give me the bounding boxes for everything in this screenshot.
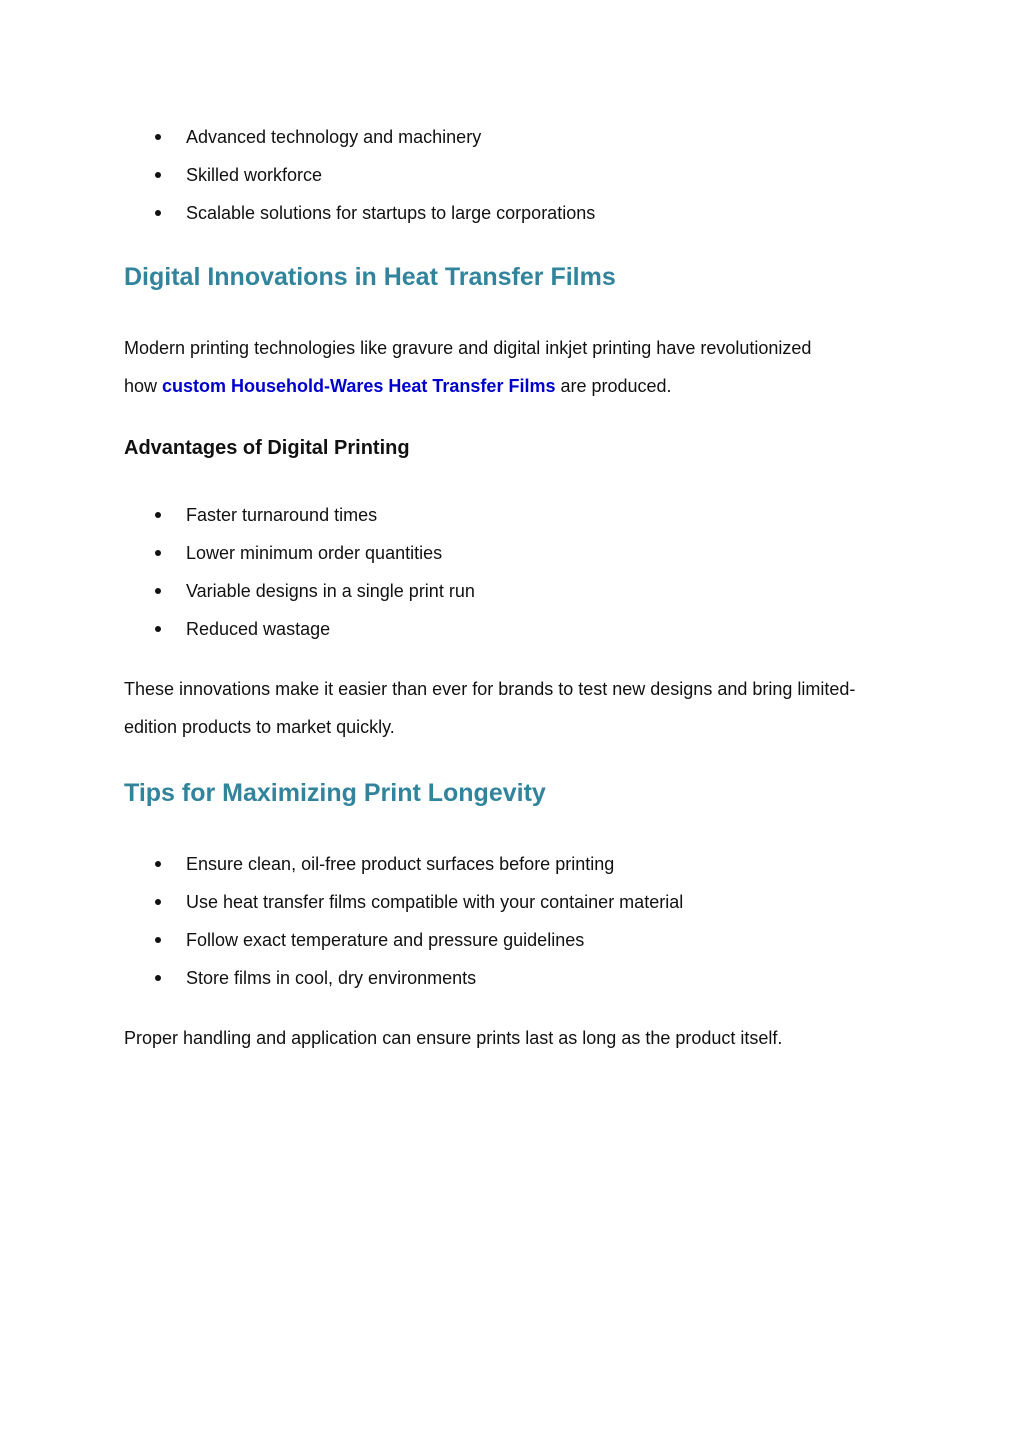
advantages-bullet-list: [124, 496, 904, 648]
list-item: [124, 921, 904, 959]
list-item-text: Use heat transfer films compatible with your container material: [186, 892, 684, 912]
list-item-text: Variable designs in a single print run: [186, 581, 475, 601]
paragraph-text: how: [124, 375, 163, 396]
list-item-text: Ensure clean, oil-free product surfaces before printing: [186, 854, 615, 874]
list-item: [124, 610, 904, 648]
list-item-text: Skilled workforce: [186, 165, 323, 185]
bullet-icon: [155, 899, 161, 905]
paragraph-text: are produced.: [555, 375, 672, 396]
list-item-text: Lower minimum order quantities: [186, 543, 443, 563]
paragraph-text: Modern printing technologies like gravure and digital inkjet printing have revolutionized: [124, 338, 812, 358]
list-item: [124, 118, 904, 156]
bullet-icon: [155, 588, 161, 594]
list-item-text: Advanced technology and machinery: [186, 127, 482, 147]
list-item-text: Store films in cool, dry environments: [186, 968, 477, 988]
list-item: [124, 883, 904, 921]
subheading-advantages: Advantages of Digital Printing: [124, 437, 410, 459]
bullet-icon: [155, 172, 161, 178]
section-heading-digital-innovations: Digital Innovations in Heat Transfer Films: [124, 263, 616, 291]
household-wares-films-link[interactable]: custom Household-Wares Heat Transfer Films: [162, 375, 556, 396]
list-item: [124, 194, 904, 232]
section2-closing-paragraph: [124, 1020, 904, 1058]
tips-bullet-list: [124, 845, 904, 997]
intro-bullet-list: [124, 118, 904, 232]
list-item: [124, 959, 904, 997]
bullet-icon: [155, 550, 161, 556]
paragraph-text: Proper handling and application can ensure prints last as long as the product itself.: [124, 1028, 783, 1048]
bullet-icon: [155, 134, 161, 140]
list-item-text: Faster turnaround times: [186, 505, 378, 525]
bullet-icon: [155, 975, 161, 981]
list-item: [124, 156, 904, 194]
bullet-icon: [155, 210, 161, 216]
section-heading-print-longevity: Tips for Maximizing Print Longevity: [124, 779, 546, 807]
list-item: [124, 534, 904, 572]
list-item: [124, 496, 904, 534]
section1-paragraph: [124, 330, 904, 405]
list-item-text: Follow exact temperature and pressure guidelines: [186, 930, 585, 950]
list-item-text: Reduced wastage: [186, 619, 331, 639]
bullet-icon: [155, 626, 161, 632]
section1-closing-paragraph: [124, 671, 904, 746]
paragraph-text: edition products to market quickly.: [124, 716, 395, 737]
list-item: [124, 572, 904, 610]
bullet-icon: [155, 861, 161, 867]
paragraph-text: These innovations make it easier than ever for brands to test new designs and bring limited-: [124, 679, 856, 699]
list-item-text: Scalable solutions for startups to large corporations: [186, 203, 596, 223]
bullet-icon: [155, 512, 161, 518]
bullet-icon: [155, 937, 161, 943]
list-item: [124, 845, 904, 883]
